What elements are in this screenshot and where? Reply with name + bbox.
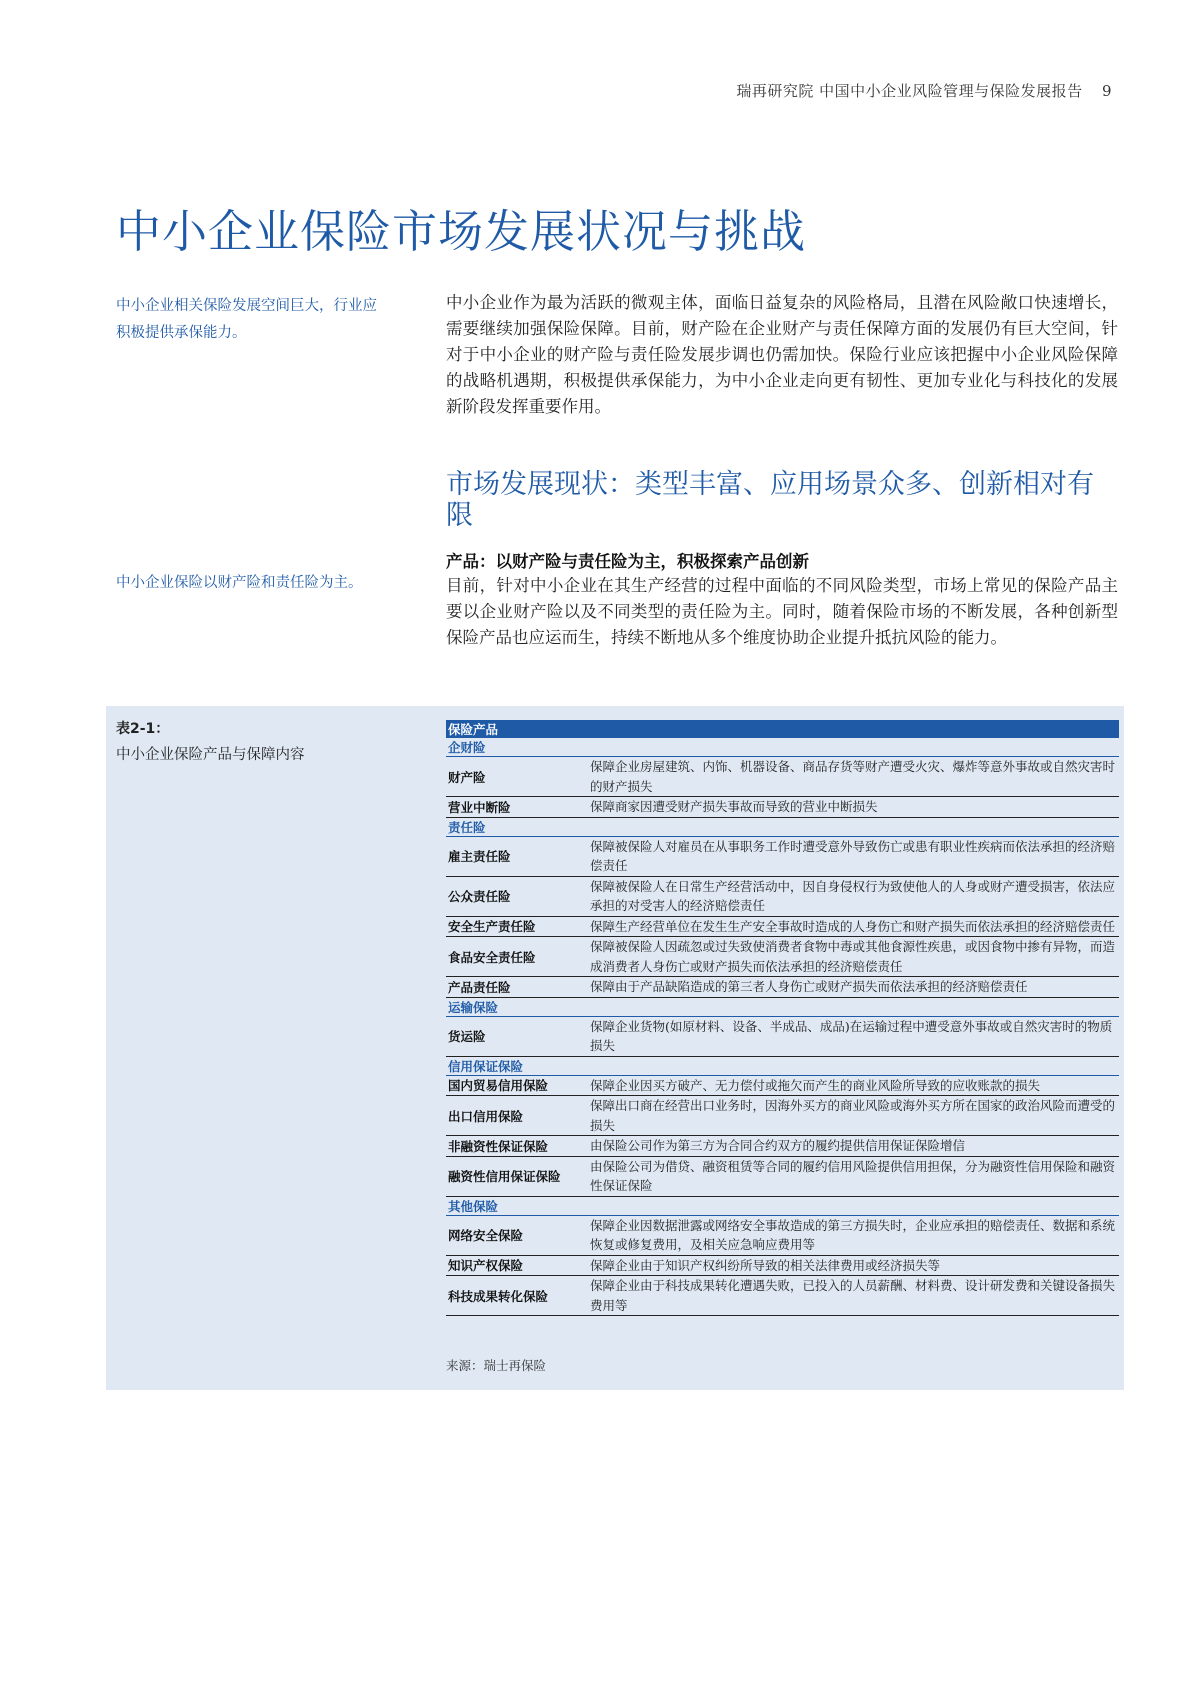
intro-paragraph: 中小企业作为最为活跃的微观主体，面临日益复杂的风险格局，且潜在风险敞口快速增长，需要继续加强保险保障。目前，财产险在企业财产与责任保障方面的发展仍有巨大空间，针对于中小企业的财产险与责任险发展步调也仍需加快。保险行业应该把握中小企业风险保障的战略机遇期，积极提供承保能力，为中小企业走向更有韧性、更加专业化与科技化的发展新阶段发挥重要作用。: [446, 293, 1118, 416]
product-name: 知识产权保险: [446, 1255, 586, 1276]
running-header: [736, 80, 1112, 101]
coverage-description: 保障被保险人对雇员在从事职务工作时遭受意外导致伤亡或患有职业性疾病而依法承担的经济赔偿责任: [586, 836, 1119, 876]
table-category-row: [446, 817, 1119, 836]
sidenote-product-mix: 中小企业保险以财产险和责任险为主。: [116, 575, 363, 591]
table-category-row: [446, 997, 1119, 1016]
table-row: [446, 1075, 1119, 1096]
table-category-label: 信用保证保险: [446, 1056, 1119, 1075]
coverage-description: 保障出口商在经营出口业务时，因海外买方的商业风险或海外买方所在国家的政治风险而遭受的损失: [586, 1096, 1119, 1136]
table-row: [446, 836, 1119, 876]
table-category-row: [446, 1196, 1119, 1215]
table-row: [446, 1215, 1119, 1255]
coverage-description: 保障被保险人因疏忽或过失致使消费者食物中毒或其他食源性疾患，或因食物中掺有异物，而造成消费者人身伤亡或财产损失而依法承担的经济赔偿责任: [586, 937, 1119, 977]
product-name: 财产险: [446, 757, 586, 797]
table-row: [446, 1276, 1119, 1316]
product-name: 营业中断险: [446, 797, 586, 818]
product-subheading: 产品：以财产险与责任险为主，积极探索产品创新: [446, 552, 809, 571]
table-row: [446, 916, 1119, 937]
table-row: [446, 876, 1119, 916]
table-category-label: 企财险: [446, 738, 1119, 757]
product-name: 雇主责任险: [446, 836, 586, 876]
table-row: [446, 1156, 1119, 1196]
product-name: 公众责任险: [446, 876, 586, 916]
coverage-description: 保障商家因遭受财产损失事故而导致的营业中断损失: [586, 797, 1119, 818]
table-category-row: [446, 738, 1119, 757]
product-name: 科技成果转化保险: [446, 1276, 586, 1316]
coverage-description: 保障生产经营单位在发生生产安全事故时造成的人身伤亡和财产损失而依法承担的经济赔偿责任: [586, 916, 1119, 937]
product-name: 网络安全保险: [446, 1215, 586, 1255]
table-row: [446, 977, 1119, 998]
insurance-products-table: [446, 720, 1119, 1316]
product-name: 货运险: [446, 1016, 586, 1056]
coverage-description: 保障企业因数据泄露或网络安全事故造成的第三方损失时，企业应承担的赔偿责任、数据和系统恢复或修复费用，及相关应急响应费用等: [586, 1215, 1119, 1255]
table-row: [446, 1016, 1119, 1056]
product-name: 出口信用保险: [446, 1096, 586, 1136]
product-name: 安全生产责任险: [446, 916, 586, 937]
table-source: 来源：瑞士再保险: [446, 1358, 547, 1373]
running-title: 瑞再研究院 中国中小企业风险管理与保险发展报告: [736, 82, 1083, 100]
table-row: [446, 1136, 1119, 1157]
table-row: [446, 1255, 1119, 1276]
product-name: 食品安全责任险: [446, 937, 586, 977]
coverage-description: 由保险公司作为第三方为合同合约双方的履约提供信用保证保险增信: [586, 1136, 1119, 1157]
sidenote-capacity: 中小企业相关保险发展空间巨大，行业应积极提供承保能力。: [116, 298, 377, 341]
section-heading: 市场发展现状：类型丰富、应用场景众多、创新相对有限: [446, 469, 1094, 531]
page-number: 9: [1101, 82, 1112, 100]
product-name: 非融资性保证保险: [446, 1136, 586, 1157]
table-row: [446, 937, 1119, 977]
table-category-label: 责任险: [446, 817, 1119, 836]
coverage-description: 保障企业由于科技成果转化遭遇失败，已投入的人员薪酬、材料费、设计研发费和关键设备损失费用等: [586, 1276, 1119, 1316]
table-caption: [116, 716, 416, 768]
table-caption-text: 中小企业保险产品与保障内容: [116, 747, 305, 763]
table-number: 表2-1：: [116, 721, 170, 737]
table-header: 保险产品: [446, 720, 1119, 738]
product-name: 融资性信用保证保险: [446, 1156, 586, 1196]
coverage-description: 保障企业货物(如原材料、设备、半成品、成品)在运输过程中遭受意外事故或自然灾害时的物质损失: [586, 1016, 1119, 1056]
table-row: [446, 1096, 1119, 1136]
table-category-label: 其他保险: [446, 1196, 1119, 1215]
table-row: [446, 757, 1119, 797]
coverage-description: 保障由于产品缺陷造成的第三者人身伤亡或财产损失而依法承担的经济赔偿责任: [586, 977, 1119, 998]
coverage-description: 保障被保险人在日常生产经营活动中，因自身侵权行为致使他人的人身或财产遭受损害，依法应承担的对受害人的经济赔偿责任: [586, 876, 1119, 916]
table-category-row: [446, 1056, 1119, 1075]
coverage-description: 保障企业由于知识产权纠纷所导致的相关法律费用或经济损失等: [586, 1255, 1119, 1276]
coverage-description: 保障企业房屋建筑、内饰、机器设备、商品存货等财产遭受火灾、爆炸等意外事故或自然灾害时的财产损失: [586, 757, 1119, 797]
page-title: 中小企业保险市场发展状况与挑战: [116, 205, 807, 258]
product-paragraph: 目前，针对中小企业在其生产经营的过程中面临的不同风险类型，市场上常见的保险产品主要以企业财产险以及不同类型的责任险为主。同时，随着保险市场的不断发展，各种创新型保险产品也应运而生，持续不断地从多个维度协助企业提升抵抗风险的能力。: [446, 576, 1118, 647]
table-row: [446, 797, 1119, 818]
coverage-description: 保障企业因买方破产、无力偿付或拖欠而产生的商业风险所导致的应收账款的损失: [586, 1075, 1119, 1096]
product-name: 产品责任险: [446, 977, 586, 998]
coverage-description: 由保险公司为借贷、融资租赁等合同的履约信用风险提供信用担保，分为融资性信用保险和融资性保证保险: [586, 1156, 1119, 1196]
table-body: [446, 738, 1119, 1316]
table-category-label: 运输保险: [446, 997, 1119, 1016]
product-name: 国内贸易信用保险: [446, 1075, 586, 1096]
